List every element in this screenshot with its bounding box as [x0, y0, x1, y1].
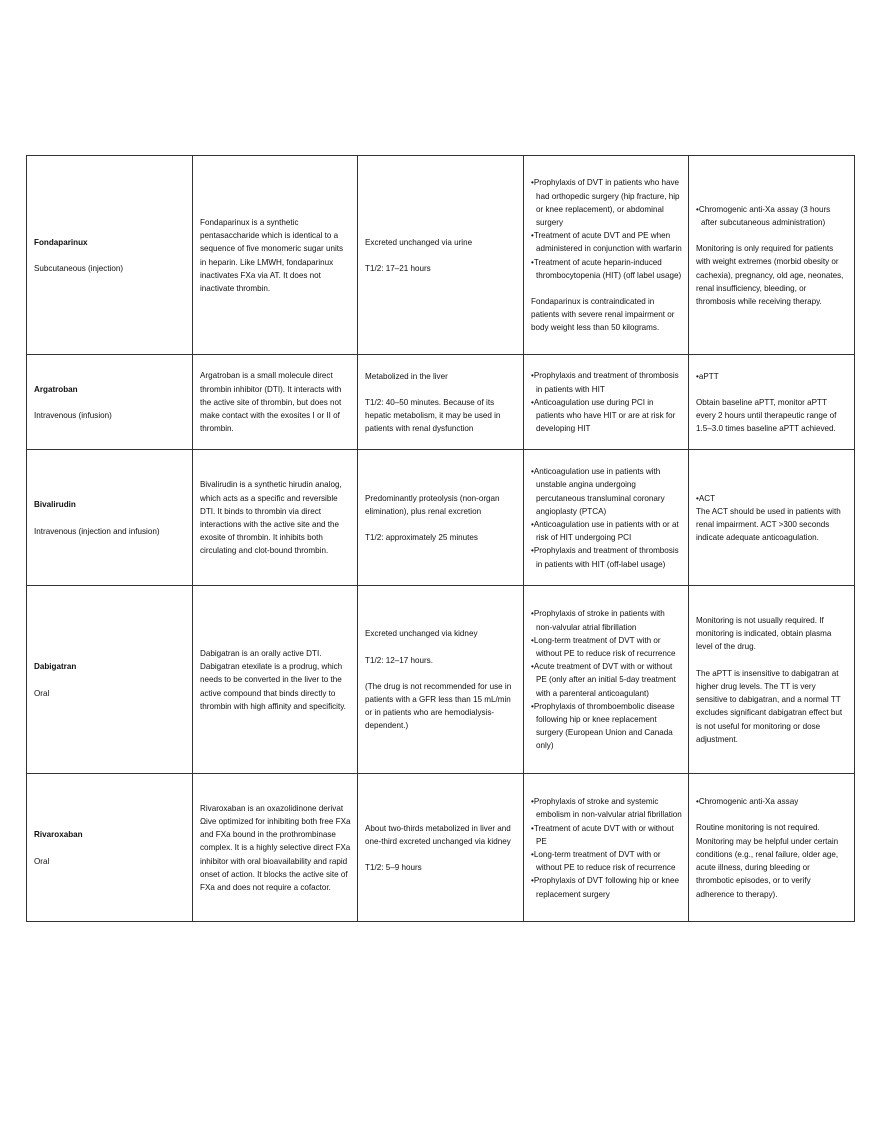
pk-text: About two-thirds metabolized in liver and one-third excreted unchanged via kidney — [365, 823, 511, 846]
drug-cell — [27, 355, 193, 450]
monitoring-cell — [689, 774, 855, 922]
list-item: • Anticoagulation use in patients with unstable angina undergoing percutaneous transluminal coronary angioplasty (PTCA) — [531, 465, 682, 518]
list-item: • Long-term treatment of DVT with or without PE to reduce risk of recurrence — [531, 634, 682, 660]
table-row — [27, 774, 855, 922]
drug-route: Subcutaneous (injection) — [34, 264, 124, 273]
mechanism-text: Fondaparinux is a synthetic pentasaccharide which is identical to a sequence of five monomeric sugar units in heparin. Like LMWH, fondaparinux inactivates FXa via AT. It does not inactivate thrombin. — [200, 217, 344, 293]
pharmacokinetics-cell — [358, 156, 524, 355]
monitoring-list — [696, 203, 848, 229]
mechanism-text: Bivalirudin is a synthetic hirudin analog, which acts as a specific and reversible DTI. It binds to thrombin via direct interactions with the active site and the exosite of thrombin. It inhibits both circulating and clot-bound thrombin. — [200, 480, 342, 556]
pharmacokinetics-cell — [358, 450, 524, 586]
list-item: • Prophylaxis and treatment of thrombosis in patients with HIT (off-label usage) — [531, 544, 682, 570]
monitoring-text: The aPTT is insensitive to dabigatran at higher drug levels. The TT is very sensitive to dabigatran, and a normal TT excludes significant dabigatran effect but is not useful for monitoring or dose adjustment. — [696, 668, 843, 744]
table-body — [27, 156, 855, 922]
mechanism-cell — [193, 450, 358, 586]
pk-text: T1/2: approximately 25 minutes — [365, 533, 478, 543]
table-row — [27, 586, 855, 774]
pk-text: T1/2: 12–17 hours. — [365, 655, 433, 665]
list-item: • Chromogenic anti-Xa assay — [696, 795, 848, 808]
mechanism-cell — [193, 156, 358, 355]
list-item: • Prophylaxis of DVT following hip or knee replacement surgery — [531, 874, 682, 900]
monitoring-text: Monitoring is only required for patients with weight extremes (morbid obesity or cachexia), pregnancy, old age, neonates, renal insufficiency, bleeding, or thrombosis while receiving therapy. — [696, 244, 844, 306]
drug-name: Argatroban — [34, 384, 78, 394]
list-item: • Acute treatment of DVT with or without PE (only after an initial 5-day treatment with a parenteral anticoagulant) — [531, 660, 682, 700]
pk-text: Metabolized in the liver — [365, 371, 448, 381]
table-row — [27, 156, 855, 355]
indications-note: Fondaparinux is contraindicated in patients with severe renal impairment or body weight less than 50 kilograms. — [531, 297, 675, 333]
list-item: • Treatment of acute DVT and PE when administered in conjunction with warfarin — [531, 229, 682, 255]
pk-text: T1/2: 17–21 hours — [365, 264, 431, 273]
pharmacokinetics-cell — [358, 586, 524, 774]
drug-name: Fondaparinux — [34, 237, 88, 247]
list-item: • Treatment of acute DVT with or without PE — [531, 822, 682, 848]
indications-cell — [524, 586, 689, 774]
pk-text: Excreted unchanged via urine — [365, 237, 473, 247]
pk-text: (The drug is not recommended for use in patients with a GFR less than 15 mL/min or in patients who are hemodialysis-dependent.) — [365, 681, 512, 731]
table-row — [27, 450, 855, 586]
list-item: • Prophylaxis of stroke and systemic embolism in non-valvular atrial fibrillation — [531, 795, 682, 821]
drug-cell — [27, 156, 193, 355]
monitoring-list — [696, 370, 848, 383]
indications-list — [531, 176, 682, 282]
list-item: • Prophylaxis of DVT in patients who have had orthopedic surgery (hip fracture, hip or knee replacement), or abdominal surgery — [531, 176, 682, 229]
monitoring-text: The ACT should be used in patients with renal impairment. ACT >300 seconds indicate adequate anticoagulation. — [696, 506, 841, 543]
list-item: • ACT — [696, 492, 848, 505]
indications-cell — [524, 156, 689, 355]
indications-cell — [524, 450, 689, 586]
drug-route: Intravenous (infusion) — [34, 411, 112, 420]
monitoring-list — [696, 492, 848, 505]
drug-name: Dabigatran — [34, 662, 77, 672]
list-item: • Prophylaxis of stroke in patients with non-valvular atrial fibrillation — [531, 607, 682, 633]
drug-name: Bivalirudin — [34, 500, 76, 510]
indications-list — [531, 795, 682, 901]
indications-cell — [524, 774, 689, 922]
drug-name: Rivaroxaban — [34, 830, 83, 840]
monitoring-text: Monitoring is not usually required. If monitoring is indicated, obtain plasma level of the drug. — [696, 616, 832, 652]
list-item: • Prophylaxis and treatment of thrombosis in patients with HIT — [531, 369, 682, 395]
list-item: • Anticoagulation use during PCI in patients who have HIT or are at risk for developing HIT — [531, 396, 682, 436]
mechanism-text: Argatroban is a small molecule direct thrombin inhibitor (DTI). It interacts with the active site of thrombin, but does not make contact with the exosites I or II of thrombin. — [200, 371, 342, 434]
pk-text: T1/2: 5–9 hours — [365, 863, 422, 873]
mechanism-text: Dabigatran is an orally active DTI. Dabigatran etexilate is a prodrug, which needs to be converted in the liver to the active compound that binds directly to thrombin with high affinity and specificity. — [200, 648, 346, 711]
monitoring-list — [696, 795, 848, 808]
monitoring-text: Obtain baseline aPTT, monitor aPTT every 2 hours until therapeutic range of 1.5–3.0 times baseline aPTT achieved. — [696, 397, 837, 434]
drug-cell — [27, 450, 193, 586]
pk-text: Predominantly proteolysis (non-organ elimination), plus renal excretion — [365, 493, 500, 516]
monitoring-cell — [689, 450, 855, 586]
list-item: • Anticoagulation use in patients with or at risk of HIT undergoing PCI — [531, 518, 682, 544]
mechanism-cell — [193, 774, 358, 922]
pk-text: T1/2: 40–50 minutes. Because of its hepatic metabolism, it may be used in patients with renal dysfunction — [365, 397, 501, 434]
indications-list — [531, 465, 682, 571]
list-item: • Treatment of acute heparin-induced thrombocytopenia (HIT) (off label usage) — [531, 256, 682, 282]
monitoring-text: Routine monitoring is not required. Monitoring may be helpful under certain conditions (e.g., renal failure, older age, acute illness, during bleeding or thrombotic episodes, or to verify adherence to therapy). — [696, 823, 839, 899]
monitoring-cell — [689, 355, 855, 450]
indications-list — [531, 369, 682, 435]
mechanism-cell — [193, 355, 358, 450]
indications-list — [531, 607, 682, 752]
pk-text: Excreted unchanged via kidney — [365, 629, 478, 639]
mechanism-cell — [193, 586, 358, 774]
list-item: • Chromogenic anti-Xa assay (3 hours after subcutaneous administration) — [696, 203, 848, 229]
pharmacokinetics-cell — [358, 355, 524, 450]
drug-route: Oral — [34, 688, 50, 698]
anticoagulant-table — [26, 155, 855, 922]
pharmacokinetics-cell — [358, 774, 524, 922]
table-row — [27, 355, 855, 450]
drug-cell — [27, 774, 193, 922]
indications-cell — [524, 355, 689, 450]
monitoring-cell — [689, 156, 855, 355]
mechanism-text: Rivaroxaban is an oxazolidinone derivat Ωive optimized for inhibiting both free FXa and FXa bound in the prothrombinase complex. It is a highly selective direct FXa inhibitor with oral bioavailability and rapid onset of action. It blocks the active site of FXa and does not require a cofactor. — [200, 803, 351, 892]
drug-cell — [27, 586, 193, 774]
drug-route: Oral — [34, 856, 50, 866]
monitoring-cell — [689, 586, 855, 774]
list-item: • aPTT — [696, 370, 848, 383]
list-item: • Prophylaxis of thromboembolic disease following hip or knee replacement surgery (European Union and Canada only) — [531, 700, 682, 753]
list-item: • Long-term treatment of DVT with or without PE to reduce risk of recurrence — [531, 848, 682, 874]
drug-route: Intravenous (injection and infusion) — [34, 526, 160, 536]
